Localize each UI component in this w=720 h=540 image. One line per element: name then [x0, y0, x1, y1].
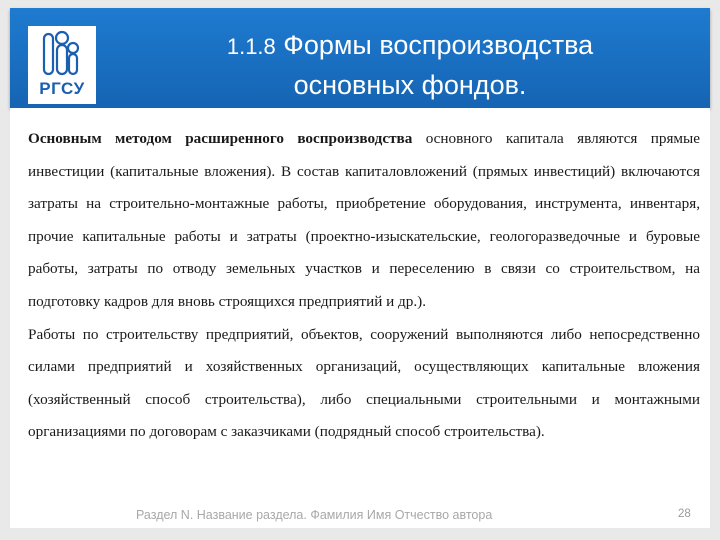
title-line1: Формы воспроизводства: [283, 30, 594, 60]
title-line2: основных фондов.: [293, 70, 527, 100]
logo-emblem-icon: [28, 26, 96, 78]
body-text: [28, 123, 700, 449]
rgsu-logo: [28, 26, 96, 104]
footer-text: Раздел N. Название раздела. Фамилия Имя Отчество автора: [136, 508, 493, 522]
logo-text: РГСУ: [39, 79, 85, 98]
slide-title: [160, 26, 660, 104]
paragraph-1-bold: Основным методом расширенного воспроизводства: [28, 130, 413, 147]
slide-header: [10, 8, 710, 108]
title-number: 1.1.8: [226, 34, 276, 59]
page-number: 28: [678, 508, 691, 520]
paragraph-1: [28, 123, 700, 319]
content-area: [10, 108, 710, 528]
paragraph-2: Работы по строительству предприятий, объектов, сооружений выполняются либо непосредственно силами предприятий и хозяйственных организаций, осуществляющих капитальные вложения (хозяйственный способ строительства), либо специальными строительными и монтажными организациями по договорам с заказчиками (подрядный способ строительства).: [28, 325, 700, 441]
paragraph-1-text: основного капитала являются прямые инвестиции (капитальные вложения). В состав капиталовложений (прямых инвестиций) включаются затраты на строительно-монтажные работы, приобретение оборудования, инструмента, инвентаря, прочие капитальные работы и затраты (проектно-изыскательские, геологоразведочные и буровые работы, затраты по отводу земельных участков и переселению в связи со строительством, на подготовку кадров для вновь строящихся предприятий и др.).: [28, 130, 700, 310]
